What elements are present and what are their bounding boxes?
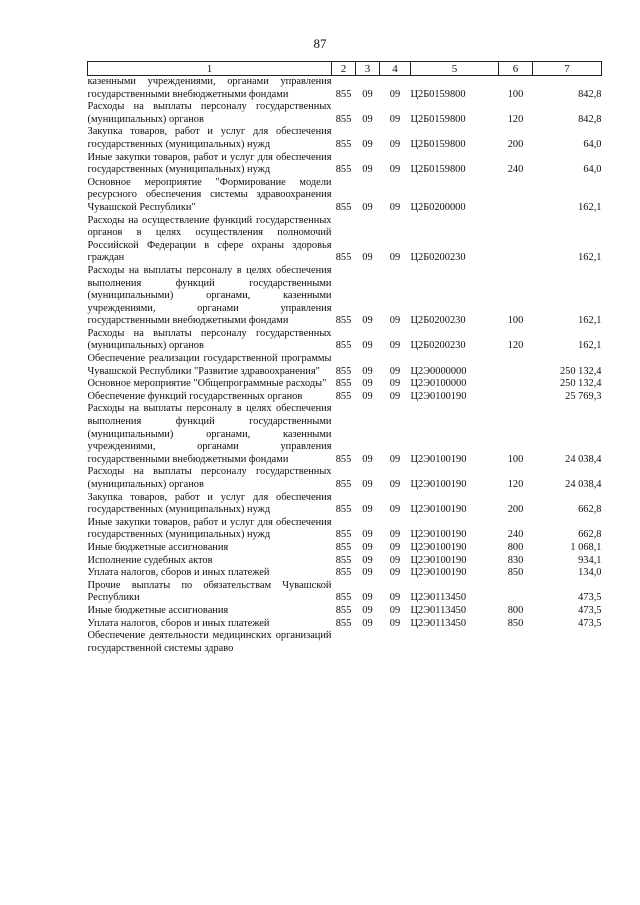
table-row — [88, 76, 602, 102]
row-expense-type — [499, 353, 533, 378]
row-expense-type: 120 — [507, 340, 524, 352]
row-amount: 64,0 — [583, 138, 602, 150]
row-subsection-code: 09 — [389, 592, 401, 604]
row-section-code: 09 — [362, 529, 373, 541]
header-col-1: 1 — [88, 62, 332, 76]
row-amount: 25 769,3 — [565, 390, 602, 402]
row-amount: 162,1 — [578, 315, 602, 327]
table-row — [88, 328, 602, 353]
row-description: Иные бюджетные ассигнования — [87, 604, 229, 616]
row-target-article: Ц2Э0100190 — [410, 504, 467, 516]
row-expense-type: 120 — [507, 479, 524, 490]
row-target-article: Ц2Э0113450 — [410, 604, 467, 616]
header-col-6: 6 — [499, 62, 533, 76]
row-description: Иные закупки товаров, работ и услуг для обеспечения государственных (муниципальных) нужд — [87, 151, 332, 176]
row-subsection-code: 09 — [389, 529, 401, 541]
row-subsection-code: 09 — [389, 541, 401, 553]
row-expense-type: 830 — [507, 554, 524, 566]
table-row — [88, 215, 602, 265]
row-subsection-code: 09 — [389, 252, 401, 264]
row-subsection-code: 09 — [389, 617, 401, 629]
row-target-article: Ц2Э0100000 — [410, 378, 467, 390]
row-expense-type — [499, 630, 533, 655]
row-target-article: Ц2Э0100190 — [410, 541, 467, 553]
row-amount: 473,5 — [578, 592, 602, 604]
row-target-article: Ц2Э0113450 — [410, 592, 467, 604]
row-description: Обеспечение функций государственных органов — [87, 390, 303, 402]
row-amount: 842,8 — [578, 113, 602, 125]
row-admin-code: 855 — [335, 138, 352, 150]
row-section-code: 09 — [362, 617, 373, 629]
row-description: Обеспечение реализации государственной программы Чувашской Республики "Развитие здравоохранения" — [87, 353, 332, 377]
row-amount: 134,0 — [578, 567, 602, 579]
table-row — [88, 542, 602, 555]
row-section-code: 09 — [362, 252, 373, 264]
header-col-3: 3 — [356, 62, 380, 76]
table-row — [88, 618, 602, 631]
row-admin-code: 855 — [335, 529, 352, 541]
row-target-article: Ц2Э0100190 — [410, 453, 467, 465]
row-subsection-code: 09 — [389, 201, 401, 213]
row-description: Основное мероприятие "Формирование модели ресурсного обеспечения системы здравоохранения Чувашской Республики" — [87, 176, 332, 213]
row-target-article: Ц2Б0200230 — [410, 315, 466, 327]
row-expense-type — [499, 177, 533, 215]
table-row — [88, 630, 602, 655]
row-description: Закупка товаров, работ и услуг для обеспечения государственных (муниципальных) нужд — [87, 491, 332, 516]
row-section-code — [356, 630, 380, 655]
row-target-article: Ц2Э0100190 — [410, 479, 467, 490]
row-expense-type — [499, 215, 533, 265]
header-col-4: 4 — [380, 62, 411, 76]
header-col-7: 7 — [533, 62, 602, 76]
row-admin-code: 855 — [335, 340, 352, 352]
row-section-code: 09 — [362, 201, 373, 213]
row-admin-code: 855 — [335, 592, 352, 604]
table-row — [88, 378, 602, 391]
row-section-code: 09 — [362, 340, 373, 352]
table-row — [88, 391, 602, 404]
row-amount: 1 068,1 — [570, 541, 602, 553]
row-amount: 934,1 — [578, 554, 602, 566]
row-section-code: 09 — [362, 365, 373, 377]
row-admin-code — [332, 630, 356, 655]
row-description: Иные бюджетные ассигнования — [87, 541, 229, 553]
row-section-code: 09 — [362, 504, 373, 516]
row-subsection-code: 09 — [389, 365, 401, 377]
row-subsection-code: 09 — [389, 479, 401, 490]
row-section-code: 09 — [362, 390, 373, 402]
row-subsection-code: 09 — [389, 164, 401, 176]
row-target-article: Ц2Б0200000 — [410, 201, 466, 213]
row-target-article: Ц2Б0159800 — [410, 138, 466, 150]
row-section-code: 09 — [362, 88, 373, 100]
row-admin-code: 855 — [335, 365, 352, 377]
table-row — [88, 126, 602, 151]
row-section-code: 09 — [362, 592, 373, 604]
row-admin-code: 855 — [335, 113, 352, 125]
row-admin-code: 855 — [335, 604, 352, 616]
row-section-code: 09 — [362, 567, 373, 579]
header-col-5: 5 — [411, 62, 499, 76]
row-section-code: 09 — [362, 113, 373, 125]
row-section-code: 09 — [362, 378, 373, 390]
row-expense-type: 850 — [507, 617, 524, 629]
row-admin-code: 855 — [335, 201, 352, 213]
row-admin-code: 855 — [335, 541, 352, 553]
row-admin-code: 855 — [335, 479, 352, 490]
page-number: 87 — [313, 36, 327, 51]
row-amount: 250 132,4 — [559, 365, 602, 377]
row-amount: 24 038,4 — [565, 453, 602, 465]
table-row — [88, 492, 602, 517]
row-subsection-code: 09 — [389, 378, 401, 390]
row-description: Расходы на выплаты персоналу государственных (муниципальных) органов — [87, 327, 332, 352]
row-amount: 162,1 — [578, 340, 602, 352]
row-amount: 250 132,4 — [559, 378, 602, 390]
row-subsection-code: 09 — [389, 340, 401, 352]
row-amount — [533, 630, 602, 655]
row-expense-type — [499, 580, 533, 605]
row-amount: 162,1 — [578, 252, 602, 264]
table-row — [88, 265, 602, 328]
row-description: Расходы на выплаты персоналу государственных (муниципальных) органов — [87, 466, 332, 490]
row-expense-type: 800 — [507, 541, 524, 553]
row-description: Иные закупки товаров, работ и услуг для обеспечения государственных (муниципальных) нужд — [87, 516, 332, 541]
row-expense-type: 240 — [507, 529, 524, 541]
row-admin-code: 855 — [335, 390, 352, 402]
row-amount: 24 038,4 — [565, 479, 602, 490]
row-target-article: Ц2Б0159800 — [410, 164, 466, 176]
row-expense-type: 120 — [507, 113, 524, 125]
row-section-code: 09 — [362, 479, 373, 490]
row-subsection-code: 09 — [389, 315, 401, 327]
row-target-article: Ц2Б0159800 — [410, 113, 466, 125]
row-subsection-code: 09 — [389, 113, 401, 125]
row-description: Закупка товаров, работ и услуг для обеспечения государственных (муниципальных) нужд — [87, 126, 332, 150]
table-row — [88, 555, 602, 568]
row-subsection-code: 09 — [389, 504, 401, 516]
row-admin-code: 855 — [335, 378, 352, 390]
row-expense-type: 200 — [507, 504, 524, 516]
table-row — [88, 517, 602, 542]
row-description: Исполнение судебных актов — [87, 554, 213, 566]
table-body — [88, 76, 602, 656]
row-admin-code: 855 — [335, 504, 352, 516]
row-admin-code: 855 — [335, 453, 352, 465]
row-target-article: Ц2Э0100190 — [410, 567, 467, 579]
row-subsection-code: 09 — [389, 554, 401, 566]
row-subsection-code: 09 — [389, 453, 401, 465]
row-section-code: 09 — [362, 541, 373, 553]
row-admin-code: 855 — [335, 252, 352, 264]
row-target-article: Ц2Э0000000 — [410, 365, 467, 377]
row-target-article: Ц2Э0100190 — [410, 529, 467, 541]
budget-table — [87, 61, 602, 655]
row-description: Прочие выплаты по обязательствам Чувашской Республики — [87, 579, 332, 604]
row-admin-code: 855 — [335, 567, 352, 579]
row-target-article: Ц2Б0159800 — [410, 88, 466, 100]
row-target-article — [411, 630, 499, 655]
row-subsection-code: 09 — [389, 390, 401, 402]
row-section-code: 09 — [362, 604, 373, 616]
row-expense-type: 800 — [507, 604, 524, 616]
row-target-article: Ц2Э0113450 — [410, 617, 467, 629]
row-admin-code: 855 — [335, 617, 352, 629]
row-subsection-code: 09 — [389, 604, 401, 616]
row-expense-type — [499, 391, 533, 404]
row-section-code: 09 — [362, 138, 373, 150]
row-expense-type: 100 — [507, 315, 524, 327]
table-row — [88, 177, 602, 215]
row-expense-type: 240 — [507, 164, 524, 176]
row-section-code: 09 — [362, 315, 373, 327]
row-section-code: 09 — [362, 453, 373, 465]
table-row — [88, 466, 602, 491]
row-description: Расходы на выплаты персоналу в целях обеспечения выполнения функций государственными (муниципальными) органами, казенными учреждениями, органами управления государственными внебюджетными фондами — [87, 403, 332, 465]
header-col-2: 2 — [332, 62, 356, 76]
row-expense-type: 100 — [507, 453, 524, 465]
row-amount: 162,1 — [578, 201, 602, 213]
row-expense-type: 200 — [507, 138, 524, 150]
row-section-code: 09 — [362, 164, 373, 176]
row-amount: 662,8 — [578, 529, 602, 541]
row-target-article: Ц2Б0200230 — [410, 252, 466, 264]
table-row — [88, 152, 602, 177]
row-admin-code: 855 — [335, 164, 352, 176]
row-description: казенными учреждениями, органами управления государственными внебюджетными фондами — [87, 76, 332, 100]
row-amount: 473,5 — [578, 604, 602, 616]
row-admin-code: 855 — [335, 554, 352, 566]
row-subsection-code: 09 — [389, 567, 401, 579]
row-subsection-code: 09 — [389, 138, 401, 150]
row-amount: 842,8 — [578, 88, 602, 100]
row-description: Расходы на выплаты персоналу в целях обеспечения выполнения функций государственными (муниципальными) органами, казенными учреждениями, органами управления государственными внебюджетными фондами — [87, 264, 332, 327]
table-row — [88, 101, 602, 126]
row-description: Основное мероприятие "Общепрограммные расходы" — [87, 378, 327, 390]
row-expense-type: 100 — [507, 88, 524, 100]
table-header — [88, 62, 602, 76]
row-admin-code: 855 — [335, 315, 352, 327]
row-target-article: Ц2Э0100190 — [410, 390, 467, 402]
row-description: Расходы на выплаты персоналу государственных (муниципальных) органов — [87, 101, 332, 125]
row-target-article: Ц2Э0100190 — [410, 554, 467, 566]
row-section-code: 09 — [362, 554, 373, 566]
row-admin-code: 855 — [335, 88, 352, 100]
table-row — [88, 580, 602, 605]
row-description: Уплата налогов, сборов и иных платежей — [87, 567, 270, 579]
row-description: Обеспечение деятельности медицинских организаций государственной системы здраво — [87, 630, 332, 654]
header-row — [88, 62, 602, 76]
row-description: Уплата налогов, сборов и иных платежей — [87, 617, 270, 629]
row-subsection-code — [380, 630, 411, 655]
row-amount: 662,8 — [578, 504, 602, 516]
row-expense-type: 850 — [507, 567, 524, 579]
row-expense-type — [499, 378, 533, 391]
table-row — [88, 567, 602, 580]
table-row — [88, 353, 602, 378]
table-row — [88, 403, 602, 466]
row-description: Расходы на осуществление функций государственных органов в целях осуществления полномочий Российской Федерации в сфере охраны здоровья граждан — [87, 214, 332, 264]
table-row — [88, 605, 602, 618]
row-target-article: Ц2Б0200230 — [410, 340, 466, 352]
row-amount: 64,0 — [583, 164, 602, 176]
row-subsection-code: 09 — [389, 88, 401, 100]
row-amount: 473,5 — [578, 617, 602, 629]
